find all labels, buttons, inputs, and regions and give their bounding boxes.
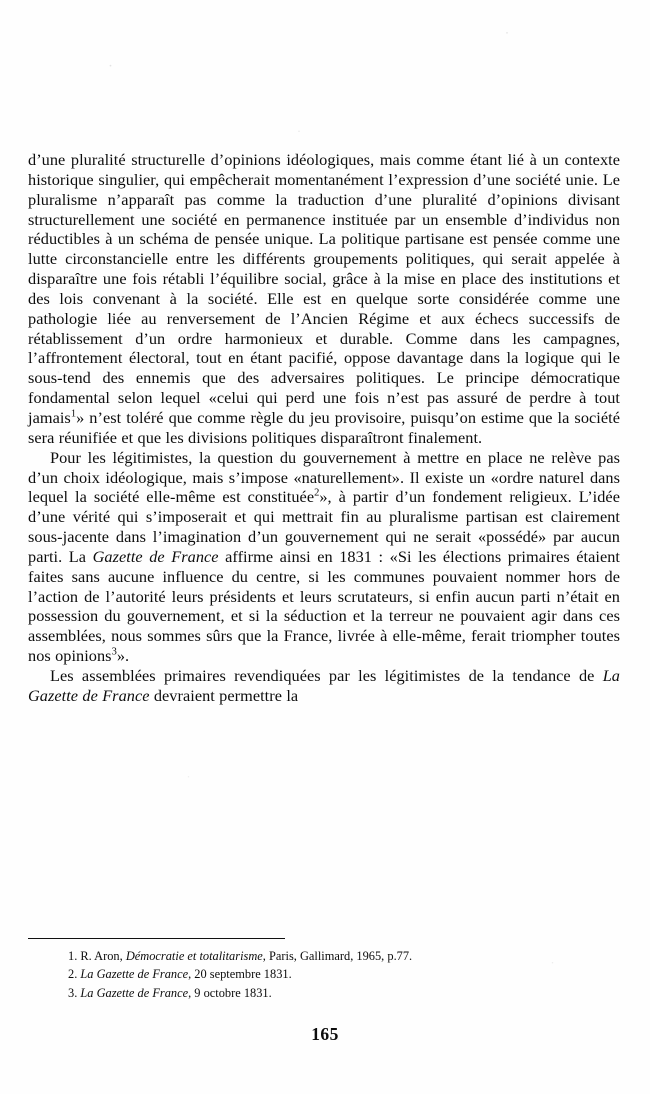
- paragraph: Pour les légitimistes, la question du gouvernement à mettre en place ne relève pas d’un choix idéologique, mais s’impose «naturellement». Il existe un «ordre naturel dans lequel la société elle-même est constituée$^2$», à partir d’un fondement religieux. L’idée d’une vérité qui s’imposerait et qui mettrait fin au pluralisme partisan est clairement sous-jacente dans l’imagination d’un gouvernement qui ne serait «possédé» par aucun parti. La Gazette de France affirme ainsi en 1831 : «Si les élections primaires étaient faites sans aucune influence du centre, si les communes pouvaient nommer hors de l’action de l’autorité leurs présidents et leurs scrutateurs, si enfin aucun parti n’était en possession du gouvernement, et si la séduction et la terreur ne pouvaient agir dans ces assemblées, nous sommes sûrs que la France, livrée à elle-même, ferait triompher toutes nos opinions$^3$».: [28, 447, 620, 666]
- paragraph: Les assemblées primaires revendiquées par les légitimistes de la tendance de La Gazette de France devraient permettre la: [28, 665, 620, 705]
- body-text-block: [28, 150, 620, 706]
- italic-title: Démocratie et totalitarisme: [125, 949, 263, 963]
- footnote-marker[interactable]: 1: [70, 408, 77, 420]
- paragraph: d’une pluralité structurelle d’opinions idéologiques, mais comme étant lié à un contexte historique singulier, qui empêcherait momentanément l’expression d’une société unie. Le pluralisme n’apparaît pas comme la traduction d’une pluralité d’opinions divisant structurellement une société en permanence instituée par un ensemble d’individus non réductibles à un schéma de pensée unique. La politique partisane est pensée comme une lutte circonstancielle entre les différents groupements politiques, qui serait appelée à disparaître une fois rétabli l’équilibre social, grâce à la mise en place des institutions et des lois convenant à la société. Elle est en quelque sorte considérée comme une pathologie liée au renversement de l’Ancien Régime et aux échecs successifs de rétablissement d’un ordre harmonieux et durable. Comme dans les campagnes, l’affrontement électoral, tout en étant pacifié, oppose davantage dans la logique qui le sous-tend des ennemis que des adversaires politiques. Le principe démocratique fondamental selon lequel «celui qui perd une fois n’est pas assuré de perdre à tout jamais$^1$» n’est toléré que comme règle du jeu provisoire, puisqu’on estime que la société sera réunifiée et que les divisions politiques disparaîtront finalement.: [28, 150, 620, 447]
- footnotes-section: [28, 938, 620, 1003]
- italic-title: La Gazette de France: [28, 665, 620, 705]
- page-number: 165: [311, 1024, 339, 1044]
- italic-title: Gazette de France: [92, 546, 219, 566]
- footnote-separator-rule: [28, 938, 285, 939]
- italic-title: La Gazette de France: [80, 967, 189, 982]
- footnote-entry: 1. R. Aron, Démocratie et totalitarisme, Paris, Gallimard, 1965, p.77.: [68, 949, 413, 963]
- footnote-entry: 2. La Gazette de France, 20 septembre 1831.: [68, 967, 292, 982]
- footnote-entry: 3. La Gazette de France, 9 octobre 1831.: [68, 985, 272, 1000]
- footnote-marker[interactable]: 3: [111, 646, 117, 658]
- footnote-marker[interactable]: 2: [314, 487, 320, 499]
- italic-title: La Gazette de France: [80, 985, 189, 1000]
